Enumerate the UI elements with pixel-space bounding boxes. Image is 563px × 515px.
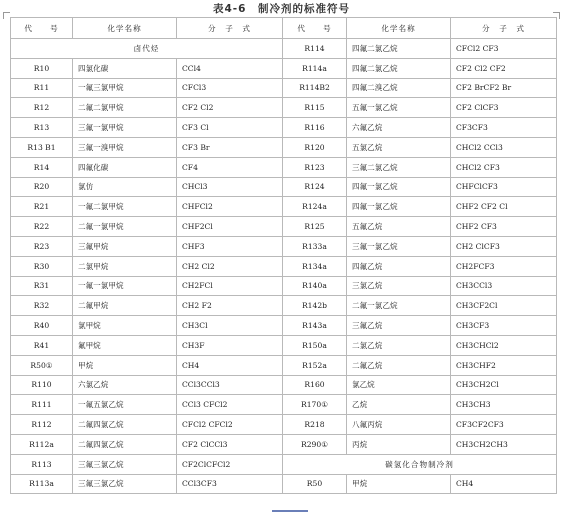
left-name-cell: 三氟三氯乙烷 xyxy=(73,474,177,494)
header-row xyxy=(11,18,557,39)
right-formula-cell: CF3CF2CF3 xyxy=(451,415,557,435)
left-code-cell: R40 xyxy=(11,316,73,336)
left-name-cell: 一氟五氯乙烷 xyxy=(73,395,177,415)
left-name-cell: 一氟二氯甲烷 xyxy=(73,197,177,217)
left-formula-cell: CF2 ClCCl3 xyxy=(177,434,283,454)
right-code-cell: R123 xyxy=(283,157,347,177)
right-name-cell: 二氯乙烷 xyxy=(347,335,451,355)
left-code-cell: R11 xyxy=(11,78,73,98)
right-formula-cell: CHCl2 CF3 xyxy=(451,157,557,177)
left-name-cell: 四氟化碳 xyxy=(73,157,177,177)
right-formula-cell: CF2 ClCF3 xyxy=(451,98,557,118)
left-formula-cell: CF2ClCFCl2 xyxy=(177,454,283,474)
left-code-cell: R30 xyxy=(11,256,73,276)
right-code-cell: R116 xyxy=(283,118,347,138)
right-formula-cell: CH2FCF3 xyxy=(451,256,557,276)
table-row xyxy=(11,375,557,395)
left-formula-cell: CH3Cl xyxy=(177,316,283,336)
right-formula-cell: CF2 BrCF2 Br xyxy=(451,78,557,98)
right-name-cell: 五氟一氯乙烷 xyxy=(347,98,451,118)
left-name-cell: 三氟三氯乙烷 xyxy=(73,454,177,474)
left-formula-cell: CH4 xyxy=(177,355,283,375)
table-row xyxy=(11,98,557,118)
table-row xyxy=(11,296,557,316)
left-name-cell: 二氟一氯甲烷 xyxy=(73,217,177,237)
left-name-cell: 甲烷 xyxy=(73,355,177,375)
left-code-cell: R10 xyxy=(11,58,73,78)
right-name-cell: 四氟一氯乙烷 xyxy=(347,197,451,217)
table-row xyxy=(11,118,557,138)
left-name-cell: 三氟甲烷 xyxy=(73,236,177,256)
table-row xyxy=(11,217,557,237)
right-code-cell: R120 xyxy=(283,137,347,157)
left-formula-cell: CHFCl2 xyxy=(177,197,283,217)
left-code-cell: R23 xyxy=(11,236,73,256)
left-name-cell: 二氟四氯乙烷 xyxy=(73,434,177,454)
crop-mark-top-left xyxy=(3,12,10,19)
right-code-cell: R134a xyxy=(283,256,347,276)
right-name-cell: 氯乙烷 xyxy=(347,375,451,395)
left-formula-cell: CCl3CCl3 xyxy=(177,375,283,395)
right-formula-cell: CHF2 CF2 Cl xyxy=(451,197,557,217)
right-formula-cell: CH4 xyxy=(451,474,557,494)
right-formula-cell: CHF2 CF3 xyxy=(451,217,557,237)
table-row xyxy=(11,137,557,157)
table-row xyxy=(11,474,557,494)
right-formula-cell: CF3CF3 xyxy=(451,118,557,138)
left-code-cell: R50① xyxy=(11,355,73,375)
right-formula-cell: CH3CHCl2 xyxy=(451,335,557,355)
header-formula-right: 分 子 式 xyxy=(451,18,557,39)
left-name-cell: 氟甲烷 xyxy=(73,335,177,355)
table-row xyxy=(11,39,557,59)
right-name-cell: 八氟丙烷 xyxy=(347,415,451,435)
right-name-cell: 丙烷 xyxy=(347,434,451,454)
right-code-cell: R143a xyxy=(283,316,347,336)
right-formula-cell: CFCl2 CF3 xyxy=(451,39,557,59)
header-formula-left: 分 子 式 xyxy=(177,18,283,39)
right-formula-cell: CH2 ClCF3 xyxy=(451,236,557,256)
left-code-cell: R12 xyxy=(11,98,73,118)
left-code-cell: R32 xyxy=(11,296,73,316)
right-code-cell: R140a xyxy=(283,276,347,296)
left-formula-cell: CF2 Cl2 xyxy=(177,98,283,118)
left-formula-cell: CFCl3 xyxy=(177,78,283,98)
left-formula-cell: CH3F xyxy=(177,335,283,355)
header-code-right: 代 号 xyxy=(283,18,347,39)
section-label-halogenated: 卤代烃 xyxy=(11,39,283,59)
table-row xyxy=(11,454,557,474)
left-code-cell: R113 xyxy=(11,454,73,474)
left-name-cell: 一氟一氯甲烷 xyxy=(73,276,177,296)
right-code-cell: R160 xyxy=(283,375,347,395)
left-formula-cell: CHF3 xyxy=(177,236,283,256)
right-formula-cell: CH3CH2CH3 xyxy=(451,434,557,454)
right-code-cell: R124 xyxy=(283,177,347,197)
right-code-cell: R125 xyxy=(283,217,347,237)
table-row xyxy=(11,434,557,454)
table-row xyxy=(11,415,557,435)
right-name-cell: 五氟乙烷 xyxy=(347,217,451,237)
right-name-cell: 三氟乙烷 xyxy=(347,316,451,336)
left-code-cell: R112a xyxy=(11,434,73,454)
left-name-cell: 氯甲烷 xyxy=(73,316,177,336)
right-name-cell: 六氟乙烷 xyxy=(347,118,451,138)
left-formula-cell: CCl3 CFCl2 xyxy=(177,395,283,415)
left-name-cell: 四氯化碳 xyxy=(73,58,177,78)
right-name-cell: 四氟二氯乙烷 xyxy=(347,39,451,59)
right-name-cell: 三氯乙烷 xyxy=(347,276,451,296)
right-code-cell: R114a xyxy=(283,58,347,78)
table-row xyxy=(11,177,557,197)
right-name-cell: 四氟乙烷 xyxy=(347,256,451,276)
left-name-cell: 六氯乙烷 xyxy=(73,375,177,395)
left-formula-cell: CHCl3 xyxy=(177,177,283,197)
refrigerant-table xyxy=(10,17,557,494)
left-formula-cell: CH2 F2 xyxy=(177,296,283,316)
left-code-cell: R20 xyxy=(11,177,73,197)
table-row xyxy=(11,157,557,177)
left-code-cell: R31 xyxy=(11,276,73,296)
left-formula-cell: CCl3CF3 xyxy=(177,474,283,494)
right-code-cell: R170① xyxy=(283,395,347,415)
right-name-cell: 三氟一氯乙烷 xyxy=(347,236,451,256)
left-code-cell: R112 xyxy=(11,415,73,435)
table-row xyxy=(11,236,557,256)
left-name-cell: 二氟二氯甲烷 xyxy=(73,98,177,118)
right-code-cell: R150a xyxy=(283,335,347,355)
left-formula-cell: CF4 xyxy=(177,157,283,177)
right-code-cell: R152a xyxy=(283,355,347,375)
right-code-cell: R114 xyxy=(283,39,347,59)
right-formula-cell: CH3CH2Cl xyxy=(451,375,557,395)
table-title: 表4-6 制冷剂的标准符号 xyxy=(213,3,350,15)
right-formula-cell: CH3CH3 xyxy=(451,395,557,415)
left-name-cell: 一氟三氯甲烷 xyxy=(73,78,177,98)
right-name-cell: 三氟二氯乙烷 xyxy=(347,157,451,177)
left-code-cell: R111 xyxy=(11,395,73,415)
right-code-cell: R133a xyxy=(283,236,347,256)
left-formula-cell: CF3 Cl xyxy=(177,118,283,138)
left-code-cell: R21 xyxy=(11,197,73,217)
left-formula-cell: CCl4 xyxy=(177,58,283,78)
table-row xyxy=(11,335,557,355)
left-code-cell: R13 B1 xyxy=(11,137,73,157)
right-code-cell: R115 xyxy=(283,98,347,118)
table-row xyxy=(11,256,557,276)
section-label-hydrocarbon: 碳氢化合物制冷剂 xyxy=(283,454,557,474)
left-formula-cell: CH2 Cl2 xyxy=(177,256,283,276)
right-name-cell: 乙烷 xyxy=(347,395,451,415)
table-row xyxy=(11,355,557,375)
right-name-cell: 四氟二氯乙烷 xyxy=(347,58,451,78)
right-code-cell: R124a xyxy=(283,197,347,217)
left-formula-cell: CH2FCl xyxy=(177,276,283,296)
table-row xyxy=(11,316,557,336)
right-name-cell: 甲烷 xyxy=(347,474,451,494)
table-row xyxy=(11,395,557,415)
right-code-cell: R218 xyxy=(283,415,347,435)
table-body xyxy=(11,39,557,494)
right-formula-cell: CHFClCF3 xyxy=(451,177,557,197)
right-formula-cell: CH3CF2Cl xyxy=(451,296,557,316)
left-name-cell: 二氟四氯乙烷 xyxy=(73,415,177,435)
right-code-cell: R142b xyxy=(283,296,347,316)
left-formula-cell: CHF2Cl xyxy=(177,217,283,237)
left-code-cell: R22 xyxy=(11,217,73,237)
right-formula-cell: CH3CF3 xyxy=(451,316,557,336)
right-name-cell: 二氟乙烷 xyxy=(347,355,451,375)
right-name-cell: 五氯乙烷 xyxy=(347,137,451,157)
right-code-cell: R114B2 xyxy=(283,78,347,98)
right-formula-cell: CH3CHF2 xyxy=(451,355,557,375)
left-name-cell: 二氟甲烷 xyxy=(73,296,177,316)
header-name-right: 化学名称 xyxy=(347,18,451,39)
right-formula-cell: CH3CCl3 xyxy=(451,276,557,296)
left-code-cell: R14 xyxy=(11,157,73,177)
right-name-cell: 四氟一氯乙烷 xyxy=(347,177,451,197)
table-row xyxy=(11,276,557,296)
left-code-cell: R13 xyxy=(11,118,73,138)
right-code-cell: R50 xyxy=(283,474,347,494)
left-name-cell: 氯仿 xyxy=(73,177,177,197)
left-name-cell: 三氟一氯甲烷 xyxy=(73,118,177,138)
header-name-left: 化学名称 xyxy=(73,18,177,39)
right-formula-cell: CHCl2 CCl3 xyxy=(451,137,557,157)
header-code-left: 代 号 xyxy=(11,18,73,39)
left-name-cell: 三氟一溴甲烷 xyxy=(73,137,177,157)
left-name-cell: 二氯甲烷 xyxy=(73,256,177,276)
right-name-cell: 四氟二溴乙烷 xyxy=(347,78,451,98)
left-code-cell: R113a xyxy=(11,474,73,494)
left-formula-cell: CFCl2 CFCl2 xyxy=(177,415,283,435)
page-bottom-marker xyxy=(272,510,308,512)
right-formula-cell: CF2 Cl2 CF2 xyxy=(451,58,557,78)
left-code-cell: R110 xyxy=(11,375,73,395)
table-row xyxy=(11,58,557,78)
left-code-cell: R41 xyxy=(11,335,73,355)
right-name-cell: 二氟一氯乙烷 xyxy=(347,296,451,316)
table-row xyxy=(11,78,557,98)
table-row xyxy=(11,197,557,217)
left-formula-cell: CF3 Br xyxy=(177,137,283,157)
right-code-cell: R290① xyxy=(283,434,347,454)
